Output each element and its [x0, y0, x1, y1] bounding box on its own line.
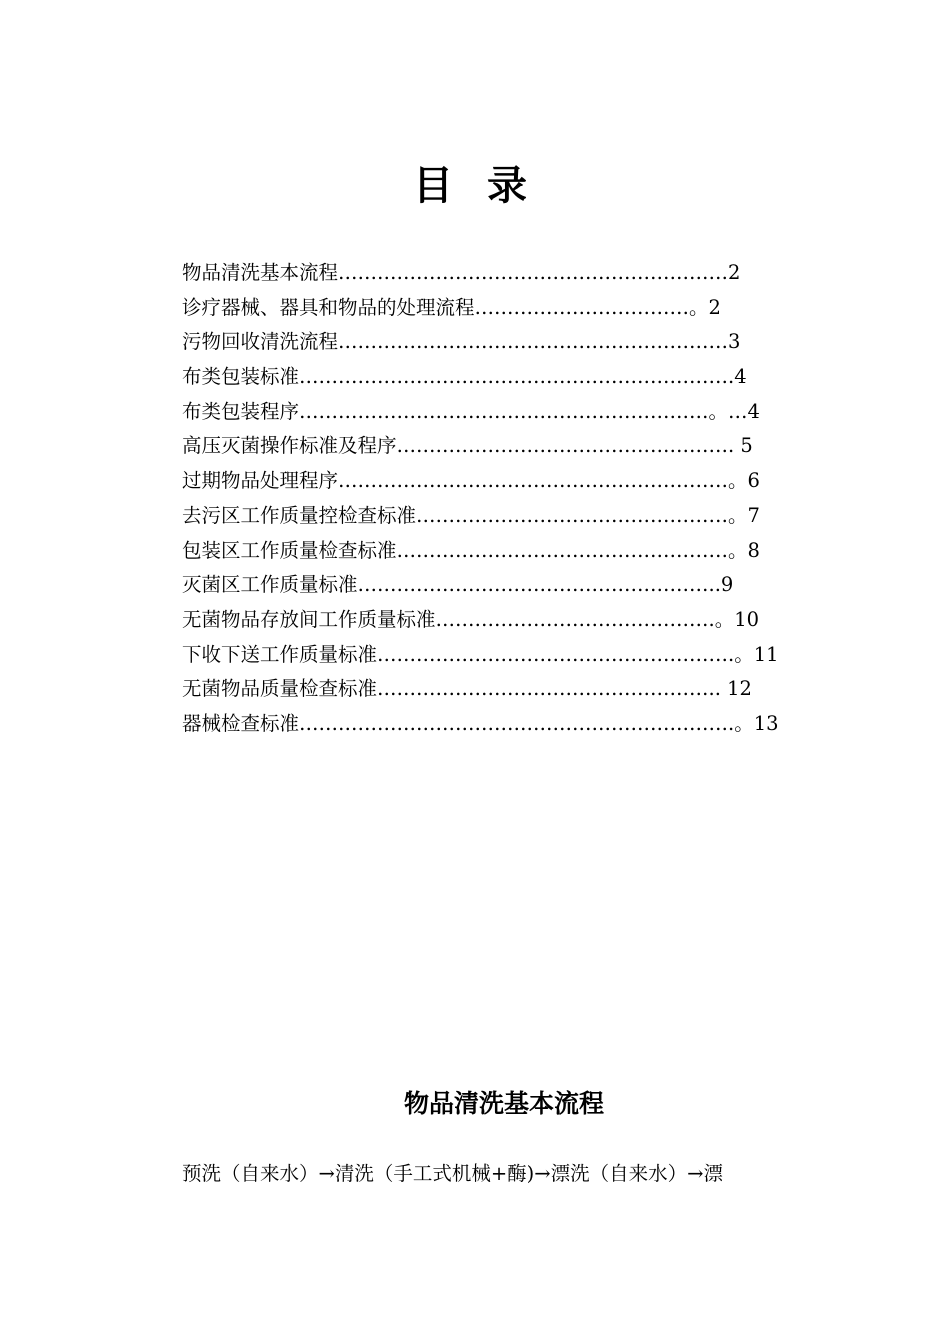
toc-entry[interactable]: 无菌物品质量检查标准…………………………………………….. 12 — [182, 677, 752, 701]
toc-entry[interactable]: 灭菌区工作质量标准………………………………………………..9 — [182, 573, 734, 597]
toc-entry[interactable]: 高压灭菌操作标准及程序……………………………………………. 5 — [182, 434, 753, 458]
toc-entry[interactable]: 布类包装标准………………………………………………………….4 — [182, 365, 747, 389]
section-title: 物品清洗基本流程 — [403, 1089, 604, 1118]
toc-entry[interactable]: 器械检查标准………………………………………………………….。13 — [182, 711, 779, 735]
toc-entry[interactable]: 诊疗器械、器具和物品的处理流程……………………………。2 — [182, 295, 721, 319]
toc-entry[interactable]: 污物回收清洗流程……………………………………………………3 — [182, 330, 741, 354]
toc-entry[interactable]: 无菌物品存放间工作质量标准…………………………………….。10 — [182, 607, 760, 631]
toc-entry[interactable]: 下收下送工作质量标准……………………………………………….。11 — [182, 642, 779, 666]
toc-list — [182, 256, 779, 742]
toc-entry[interactable]: 物品清洗基本流程……………………………………………………2 — [182, 261, 741, 284]
toc-entry[interactable]: 去污区工作质量控检查标准…………………………………………。7 — [182, 503, 760, 527]
toc-title: 目 录 — [413, 162, 537, 209]
toc-entry[interactable]: 包装区工作质量检查标准……………………………………………。8 — [182, 538, 760, 562]
toc-entry[interactable]: 布类包装程序………………………………………………………。…4 — [182, 399, 760, 423]
section-paragraph: 预洗（自来水）→清洗（手工式机械+酶)→漂洗（自来水）→漂 — [182, 1162, 723, 1185]
toc-entry[interactable]: 过期物品处理程序……………………………………………………。6 — [182, 469, 760, 493]
